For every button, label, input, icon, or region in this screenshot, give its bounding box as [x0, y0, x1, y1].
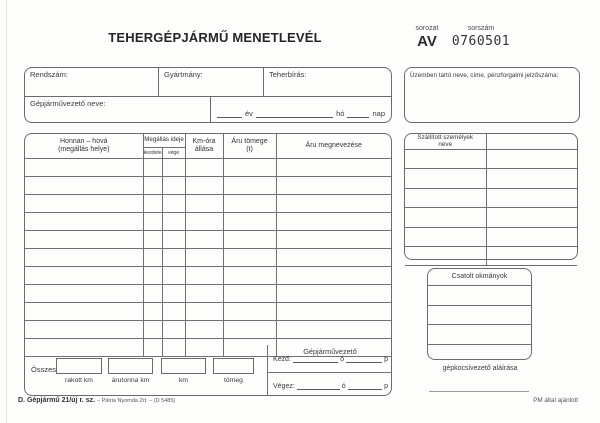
passengers-table [405, 134, 577, 266]
start-label: Kezd: [273, 356, 291, 363]
col-from-to: Honnan – hová (megállás helye) [25, 134, 143, 158]
trip-cell [162, 320, 185, 338]
scan-edge-artifact [6, 0, 7, 423]
trip-cell [25, 266, 143, 284]
trip-cell [143, 194, 162, 212]
start-time-row [268, 356, 392, 365]
printer-note: – Pátria Nyomda Zrt. – (D 5485) [96, 398, 176, 404]
trip-row [25, 320, 391, 338]
trip-cell [143, 248, 162, 266]
make-field: Gyártmány: [159, 68, 264, 96]
passenger-row [405, 208, 577, 227]
passenger-row [405, 150, 577, 169]
trip-cell [185, 266, 223, 284]
capacity-field: Teherbírás: [269, 70, 307, 79]
trip-cell [25, 194, 143, 212]
passenger-cell [486, 246, 577, 265]
operator-label: Üzemben tartó neve, címe, pénzforgalmi jelzőszáma: [410, 72, 559, 79]
passenger-row [405, 246, 577, 265]
month-label: hó [336, 109, 345, 118]
trip-row [25, 230, 391, 248]
passenger-row [405, 169, 577, 188]
trip-row [25, 248, 391, 266]
trip-cell [185, 230, 223, 248]
passenger-cell [405, 227, 486, 246]
trip-cell [276, 158, 391, 176]
trip-cell [276, 212, 391, 230]
trip-cell [143, 212, 162, 230]
minute-label: p [384, 383, 388, 390]
trip-cell [25, 176, 143, 194]
trip-cell [25, 230, 143, 248]
series-value: AV [417, 33, 437, 50]
vehicle-row-1 [25, 68, 391, 97]
trip-row [25, 176, 391, 194]
col-stop-time: Megállás ideje [143, 134, 185, 147]
trip-cell [223, 176, 276, 194]
document-row [428, 286, 531, 306]
trip-cell [185, 284, 223, 302]
loaded-km-box [56, 358, 102, 374]
start-hour-blank [293, 360, 338, 363]
km-box [161, 358, 206, 374]
trip-cell [276, 266, 391, 284]
trip-cell [25, 320, 143, 338]
operator-box [404, 67, 580, 123]
trip-cell [185, 212, 223, 230]
trip-cell [223, 212, 276, 230]
trip-cell [143, 320, 162, 338]
km-label: km [178, 377, 189, 384]
passenger-cell [486, 188, 577, 207]
trip-row [25, 266, 391, 284]
trip-cell [143, 266, 162, 284]
totals-label: Összes [31, 365, 57, 374]
passenger-cell [405, 150, 486, 169]
trip-cell [223, 158, 276, 176]
trip-cell [223, 284, 276, 302]
form-code: D. Gépjármű 21/új r. sz. [18, 397, 96, 404]
trip-row [25, 212, 391, 230]
trip-cell [223, 248, 276, 266]
document-row [428, 345, 531, 364]
trip-cell [223, 230, 276, 248]
trip-cell [185, 302, 223, 320]
trip-cell [185, 158, 223, 176]
year-label: év [245, 109, 253, 118]
trip-cell [223, 320, 276, 338]
tonne-km-label: árutonna km [111, 377, 150, 384]
day-label: nap [372, 109, 385, 118]
passenger-cell [486, 208, 577, 227]
end-label: Végez: [273, 383, 295, 390]
vehicle-row-2 [25, 97, 391, 122]
plate-field: Rendszám: [25, 68, 159, 96]
trip-cell [276, 302, 391, 320]
trip-cell [143, 302, 162, 320]
pm-recommendation-note: PM által ajánlott [533, 397, 578, 404]
driver-time-section [267, 345, 392, 395]
trip-cell [25, 248, 143, 266]
trip-row [25, 302, 391, 320]
passenger-cell [486, 150, 577, 169]
trip-cell [143, 230, 162, 248]
passengers-box [404, 133, 578, 260]
weight-label: tömeg [224, 377, 243, 384]
tonne-km-box [108, 358, 153, 374]
passenger-row [405, 227, 577, 246]
start-minute-blank [346, 360, 382, 363]
trip-cell [185, 176, 223, 194]
passenger-cell [405, 188, 486, 207]
totals-strip [25, 345, 391, 395]
trip-cell [162, 158, 185, 176]
trip-cell [223, 194, 276, 212]
col-cargo-weight: Áru tömege (t) [223, 134, 276, 158]
documents-header: Csatolt okmányok [428, 269, 531, 286]
date-field [211, 97, 391, 122]
trip-cell [25, 212, 143, 230]
trip-cell [276, 284, 391, 302]
trip-cell [223, 266, 276, 284]
col-stop-start: kezdete [143, 147, 162, 158]
trip-cell [162, 194, 185, 212]
passenger-cell [486, 227, 577, 246]
documents-box [427, 268, 532, 360]
trip-cell [162, 284, 185, 302]
trip-cell [276, 194, 391, 212]
vehicle-data-box [24, 67, 392, 123]
weight-box [213, 358, 254, 374]
document-row [428, 306, 531, 326]
trip-cell [162, 302, 185, 320]
trip-cell [25, 284, 143, 302]
series-label: sorozat [415, 25, 439, 32]
trip-cell [25, 302, 143, 320]
passenger-cell [405, 208, 486, 227]
end-hour-blank [297, 387, 340, 390]
trip-row [25, 284, 391, 302]
passenger-cell [405, 246, 486, 265]
passengers-header: Szállított személyek neve [405, 134, 486, 150]
trip-cell [25, 158, 143, 176]
form-title: TEHERGÉPJÁRMŰ MENETLEVÉL [108, 30, 322, 45]
trip-cell [276, 320, 391, 338]
minute-label: p [384, 356, 388, 363]
trip-cell [162, 266, 185, 284]
passenger-row [405, 188, 577, 207]
trip-cell [276, 230, 391, 248]
col-stop-end: vége [162, 147, 185, 158]
day-blank [347, 115, 369, 118]
trip-table [25, 134, 391, 357]
trip-cell [143, 176, 162, 194]
driver-signature-label: gépkocsivezető aláírása [442, 365, 518, 372]
trip-cell [143, 158, 162, 176]
date-line [217, 109, 385, 118]
trip-cell [276, 176, 391, 194]
trip-cell [276, 248, 391, 266]
passenger-cell [405, 169, 486, 188]
driver-section-title: Gépjárművezető [303, 347, 357, 356]
trip-cell [162, 230, 185, 248]
form-footer [18, 397, 175, 404]
trip-row [25, 194, 391, 212]
serial-number: 0760501 [451, 34, 511, 49]
loaded-km-label: rakott km [65, 377, 93, 384]
trip-cell [185, 194, 223, 212]
trip-cell [162, 176, 185, 194]
col-cargo-name: Áru megnevezése [276, 134, 391, 158]
hour-label: ó [340, 356, 344, 363]
driver-name-field: Gépjárművezető neve: [25, 97, 211, 122]
col-odometer: Km-óra állása [185, 134, 223, 158]
trip-row [25, 158, 391, 176]
end-time-row [268, 383, 392, 394]
hour-label: ó [341, 383, 346, 390]
serial-label: sorszám [467, 25, 495, 32]
year-blank [217, 115, 242, 118]
document-row [428, 325, 531, 345]
trip-cell [223, 302, 276, 320]
trip-cell [185, 248, 223, 266]
trip-cell [162, 212, 185, 230]
trip-cell [162, 248, 185, 266]
passengers-header-empty [486, 134, 577, 150]
signature-line [429, 391, 529, 392]
end-minute-blank [348, 387, 382, 390]
passenger-cell [486, 169, 577, 188]
month-blank [256, 115, 333, 118]
trip-cell [185, 320, 223, 338]
trip-table-box [24, 133, 392, 396]
trip-cell [143, 284, 162, 302]
